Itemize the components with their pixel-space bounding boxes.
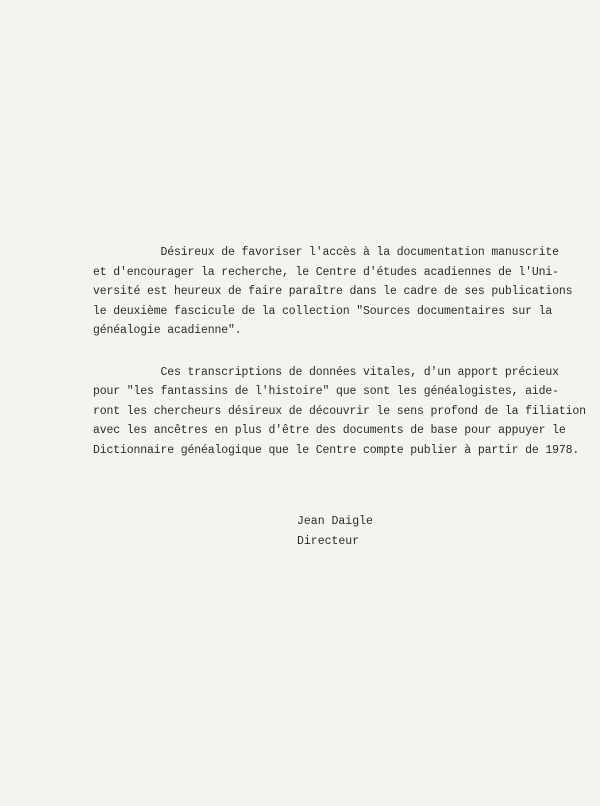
text-line: généalogie acadienne".	[93, 324, 242, 338]
body-text	[93, 243, 586, 461]
text-line: pour "les fantassins de l'histoire" que sont les généalogistes, aide-	[93, 385, 559, 399]
text-line: versité est heureux de faire paraître dans le cadre de ses publications	[93, 285, 573, 299]
text-line: le deuxième fascicule de la collection "Sources documentaires sur la	[93, 304, 553, 318]
signature-block	[297, 512, 373, 552]
text-line: et d'encourager la recherche, le Centre d'études acadiennes de l'Uni-	[93, 265, 559, 279]
text-line: Désireux de favoriser l'accès à la documentation manuscrite	[93, 246, 559, 259]
paragraph-1	[93, 243, 573, 341]
paragraph-gap	[93, 341, 563, 363]
text-line: avec les ancêtres en plus d'être des documents de base pour appuyer le	[93, 424, 566, 438]
text-line: Dictionnaire généalogique que le Centre compte publier à partir de 1978.	[93, 443, 580, 457]
paragraph-2	[93, 363, 586, 461]
text-line: ront les chercheurs désireux de découvrir le sens profond de la filiation	[93, 404, 586, 418]
signature-name: Jean Daigle	[297, 515, 373, 528]
text-line: Ces transcriptions de données vitales, d'un apport précieux	[93, 365, 559, 379]
signature-title: Directeur	[297, 535, 360, 548]
